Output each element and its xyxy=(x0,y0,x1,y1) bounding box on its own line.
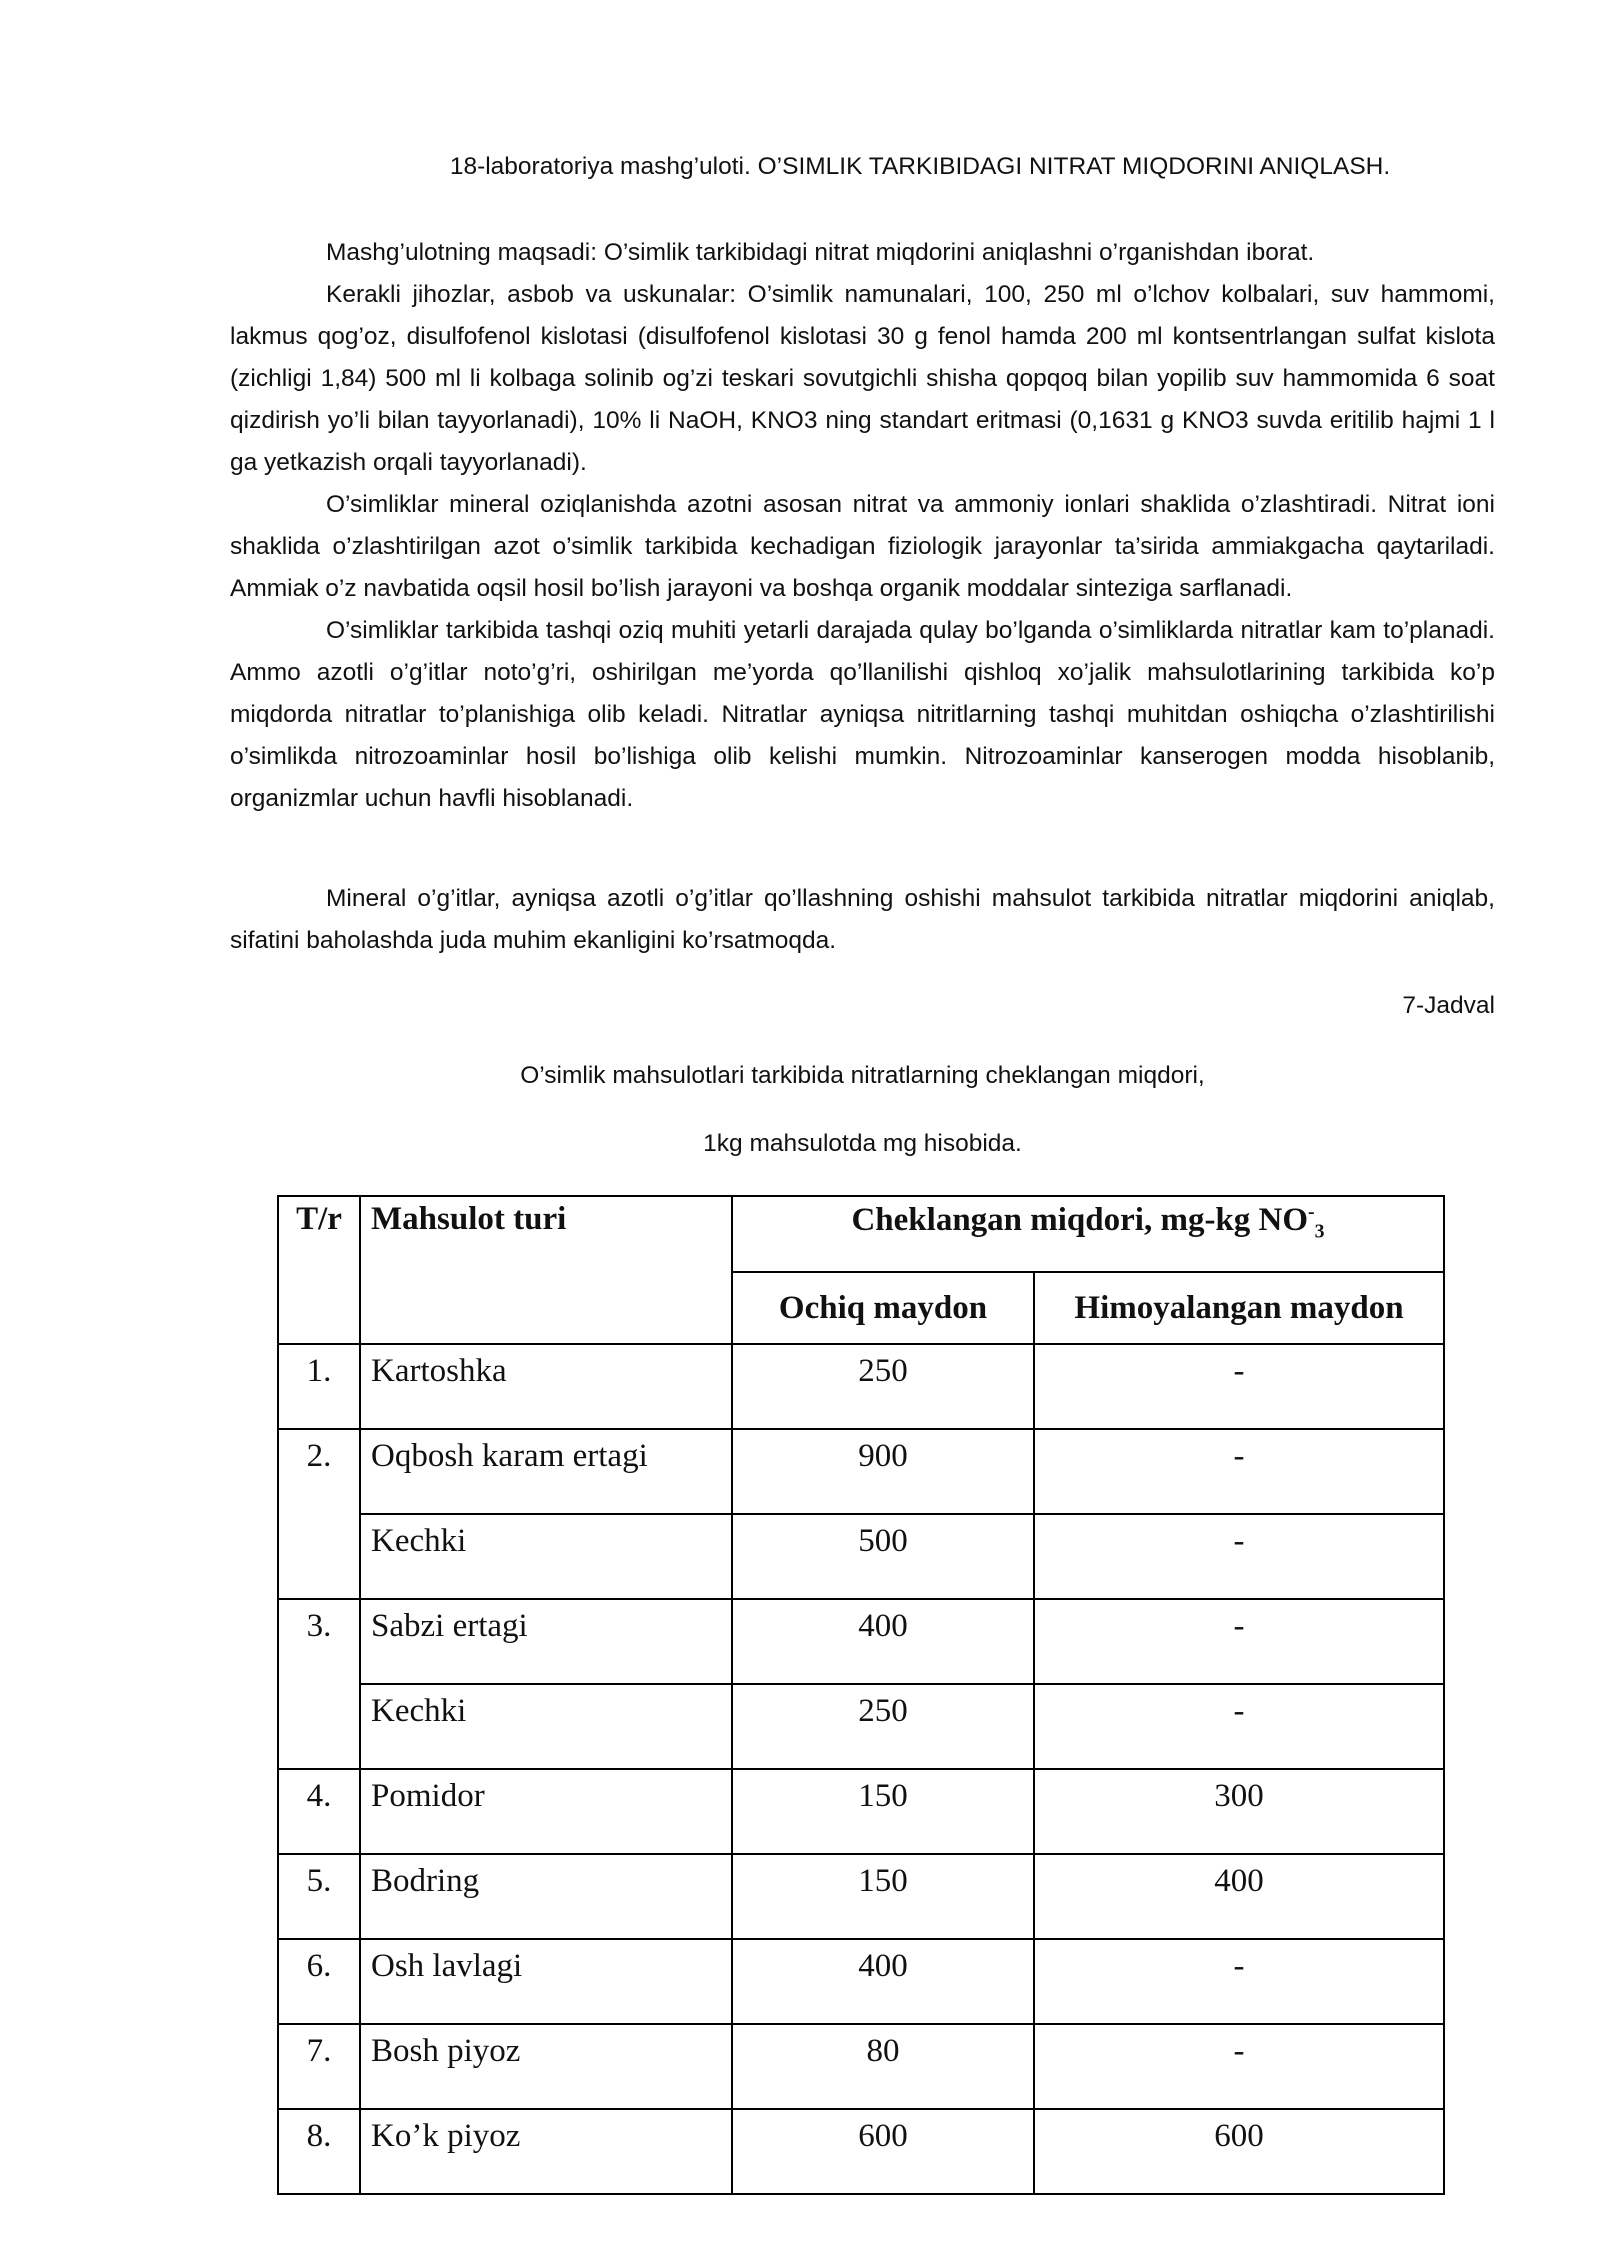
paragraph-fertilizers: Mineral o’g’itlar, ayniqsa azotli o’g’itlar qo’llashning oshishi mahsulot tarkibida nitratlar miqdorini aniqlab, sifatini baholashda juda muhim ekanligini ko’rsatmoqda. xyxy=(230,885,1495,954)
row-protected-value: 300 xyxy=(1034,1769,1444,1854)
row-open-value: 250 xyxy=(732,1344,1034,1429)
row-product: Kartoshka xyxy=(360,1344,732,1429)
table-caption-line1: O’simlik mahsulotlari tarkibida nitratlarning cheklangan miqdori, xyxy=(520,1062,1205,1089)
row-protected-value: - xyxy=(1034,1599,1444,1684)
row-number: 5. xyxy=(278,1854,360,1939)
row-product: Oqbosh karam ertagi xyxy=(360,1429,732,1514)
row-open-value: 400 xyxy=(732,1939,1034,2024)
row-number: 3. xyxy=(278,1599,360,1769)
header-number: T/r xyxy=(278,1196,360,1344)
row-product: Pomidor xyxy=(360,1769,732,1854)
header-open-field: Ochiq maydon xyxy=(732,1272,1034,1344)
paragraph-purpose: Mashg’ulotning maqsadi: O’simlik tarkibidagi nitrat miqdorini aniqlashni o’rganishdan iborat. xyxy=(326,239,1315,266)
row-open-value: 900 xyxy=(732,1429,1034,1514)
row-number: 1. xyxy=(278,1344,360,1429)
row-open-value: 600 xyxy=(732,2109,1034,2194)
table-row xyxy=(278,1429,1444,1514)
table-row xyxy=(278,2024,1444,2109)
header-limit-sub: 3 xyxy=(1314,1220,1325,1243)
body-text-top xyxy=(230,232,1495,820)
row-protected-value: - xyxy=(1034,1939,1444,2024)
row-protected-value: - xyxy=(1034,1344,1444,1429)
table-row xyxy=(278,1684,1444,1769)
row-product: Sabzi ertagi xyxy=(360,1599,732,1684)
row-product: Osh lavlagi xyxy=(360,1939,732,2024)
paragraph-nitrate-accumulation: O’simliklar tarkibida tashqi oziq muhiti yetarli darajada qulay bo’lganda o’simliklarda nitratlar kam to’planadi. Ammo azotli o’g’itlar noto’g’ri, oshirilgan me’yorda qo’llanilishi qishloq xo’jalik mahsulotlarining tarkibida ko’p miqdorda nitratlar to’planishiga olib keladi. Nitratlar ayniqsa nitritlarning tashqi muhitdan oshiqcha o’zlashtirilishi o’simlikda nitrozoaminlar hosil bo’lishiga olib kelishi mumkin. Nitrozoaminlar kanserogen modda hisoblanib, organizmlar uchun havfli hisoblanadi. xyxy=(230,617,1495,812)
row-product: Bosh piyoz xyxy=(360,2024,732,2109)
row-protected-value: 400 xyxy=(1034,1854,1444,1939)
row-product: Ko’k piyoz xyxy=(360,2109,732,2194)
row-protected-value: - xyxy=(1034,1429,1444,1514)
paragraph-mineral-nutrition: O’simliklar mineral oziqlanishda azotni asosan nitrat va ammoniy ionlari shaklida o’zlashtiradi. Nitrat ioni shaklida o’zlashtirilgan azot o’simlik tarkibida kechadigan fiziologik jarayonlar ta’sirida ammiakgacha qaytariladi. Ammiak o’z navbatida oqsil hosil bo’lish jarayoni va boshqa organik moddalar sinteziga sarflanadi. xyxy=(230,491,1495,602)
table-row xyxy=(278,1599,1444,1684)
row-protected-value: 600 xyxy=(1034,2109,1444,2194)
row-number: 4. xyxy=(278,1769,360,1854)
paragraph-equipment: Kerakli jihozlar, asbob va uskunalar: O’simlik namunalari, 100, 250 ml o’lchov kolbalari, suv hammomi, lakmus qog’oz, disulfofenol kislotasi (disulfofenol kislotasi 30 g fenol hamda 200 ml kontsentrlangan sulfat kislota (zichligi 1,84) 500 ml li kolbaga solinib og’zi teskari sovutgichli shisha qopqoq bilan yopilib suv hammomida 6 soat qizdirish yo’li bilan tayyorlanadi), 10% li NaOH, KNO3 ning standart eritmasi (0,1631 g KNO3 suvda eritilib hajmi 1 l ga yetkazish orqali tayyorlanadi). xyxy=(230,281,1495,476)
row-number: 8. xyxy=(278,2109,360,2194)
table-caption-line2: 1kg mahsulotda mg hisobida. xyxy=(703,1130,1022,1157)
header-limit-sup: - xyxy=(1308,1201,1315,1223)
body-text-bottom xyxy=(230,878,1495,962)
row-product: Bodring xyxy=(360,1854,732,1939)
table-row xyxy=(278,2109,1444,2194)
table-row xyxy=(278,1854,1444,1939)
row-product: Kechki xyxy=(360,1514,732,1599)
row-open-value: 150 xyxy=(732,1769,1034,1854)
table-row xyxy=(278,1344,1444,1429)
row-open-value: 150 xyxy=(732,1854,1034,1939)
row-product: Kechki xyxy=(360,1684,732,1769)
header-protected-field: Himoyalangan maydon xyxy=(1034,1272,1444,1344)
row-open-value: 500 xyxy=(732,1514,1034,1599)
row-open-value: 80 xyxy=(732,2024,1034,2109)
table-row xyxy=(278,1514,1444,1599)
row-protected-value: - xyxy=(1034,1684,1444,1769)
row-protected-value: - xyxy=(1034,2024,1444,2109)
document-title: 18-laboratoriya mashg’uloti. O’SIMLIK TARKIBIDAGI NITRAT MIQDORINI ANIQLASH. xyxy=(449,153,1391,180)
row-open-value: 250 xyxy=(732,1684,1034,1769)
header-product: Mahsulot turi xyxy=(360,1196,732,1344)
header-limit-text: Cheklangan miqdori, mg-kg NO xyxy=(851,1202,1309,1238)
table-label: 7-Jadval xyxy=(1402,992,1495,1019)
row-open-value: 400 xyxy=(732,1599,1034,1684)
row-number: 6. xyxy=(278,1939,360,2024)
row-protected-value: - xyxy=(1034,1514,1444,1599)
nitrate-limits-table xyxy=(277,1195,1445,2195)
table-row xyxy=(278,1769,1444,1854)
row-number: 7. xyxy=(278,2024,360,2109)
header-limit xyxy=(732,1196,1444,1272)
table-header-row xyxy=(278,1196,1444,1272)
table-row xyxy=(278,1939,1444,2024)
row-number: 2. xyxy=(278,1429,360,1599)
